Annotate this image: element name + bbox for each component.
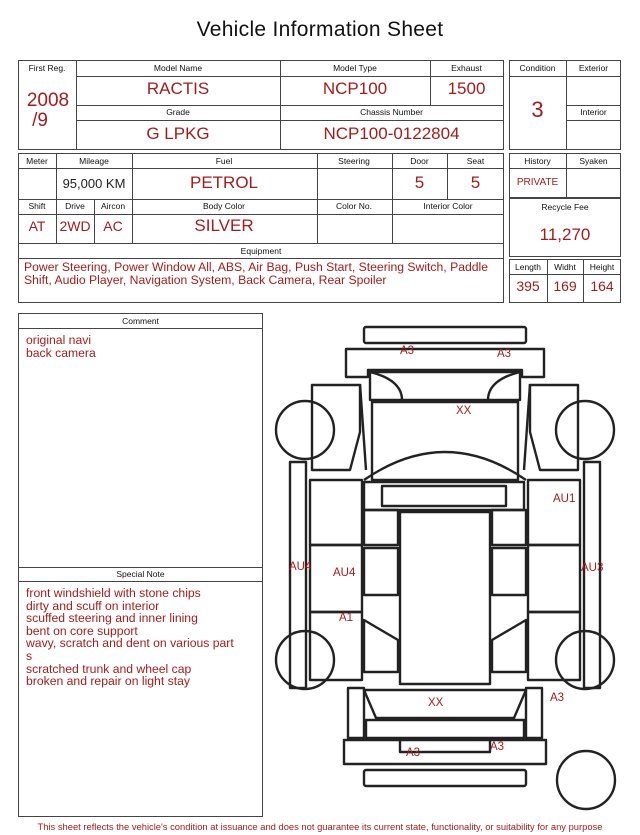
damage-code-front-bumper-left: A3 (400, 345, 415, 357)
model-name-label: Model Name (153, 63, 203, 73)
mileage-value: 95,000 KM (62, 176, 126, 191)
drive-value: 2WD (59, 218, 91, 234)
grade-value: G LPKG (146, 124, 210, 143)
exhaust-label: Exhaust (451, 63, 482, 73)
disclaimer-footer: This sheet reflects the vehicle's condition at issuance and does not guarantee its current state, functionality, or suitability for any purpose (37, 821, 603, 832)
recycle-fee-value: 11,270 (539, 225, 591, 244)
first-reg-month: /9 (32, 110, 48, 131)
special-note-label: Special Note (116, 569, 165, 579)
model-type-label: Model Type (333, 63, 377, 73)
shift-label: Shift (28, 201, 46, 211)
body-color-label: Body Color (202, 201, 246, 211)
aircon-label: Aircon (100, 201, 126, 211)
body-color-value: SILVER (194, 216, 254, 235)
history-label: History (524, 156, 551, 166)
length-label: Length (515, 262, 541, 272)
equipment-value: Power Steering, Power Window All, ABS, Air Bag, Push Start, Steering Switch, Paddle Shift, Audio Player, Navigation System, Back Camera, Rear Spoiler (24, 260, 489, 287)
chassis-number-value: NCP100-0122804 (323, 124, 460, 143)
model-name-value: RACTIS (146, 79, 210, 98)
damage-code-right-rear-quarter: A3 (550, 692, 565, 704)
car-damage-diagram (268, 318, 638, 823)
condition-label: Condition (519, 63, 556, 73)
seat-value: 5 (470, 173, 481, 192)
meter-label: Meter (26, 156, 48, 166)
fuel-value: PETROL (189, 173, 259, 192)
damage-code-rear-bumper-left: A3 (406, 747, 421, 759)
first-reg-year: 2008 (26, 90, 70, 111)
damage-code-rear-glass: XX (428, 697, 444, 709)
shift-value: AT (28, 218, 46, 234)
damage-code-left-sill: A1 (339, 612, 354, 624)
damage-code-rear-bumper-right: A3 (490, 741, 505, 753)
damage-code-windshield: XX (456, 405, 472, 417)
comment-text: original navi back camera (26, 333, 96, 360)
page-title: Vehicle Information Sheet (196, 18, 444, 41)
special-note-text: front windshield with stone chips dirty and scuff on interior scuffed steering and inner lining bent on core support wavy, scratch and dent on various part s scratched trunk and wheel cap broken and repair on light stay (26, 586, 234, 689)
width-label: Widht (554, 262, 576, 272)
color-no-label: Color No. (336, 201, 372, 211)
damage-code-front-bumper-right: A3 (497, 348, 512, 360)
equipment-label: Equipment (240, 246, 282, 256)
height-label: Height (589, 262, 615, 272)
damage-code-right-side: AU3 (581, 562, 604, 574)
comment-label: Comment (122, 316, 159, 326)
recycle-fee-label: Recycle Fee (541, 202, 589, 212)
grade-label: Grade (166, 107, 190, 117)
height-value: 164 (590, 278, 614, 294)
comment-box (18, 313, 263, 817)
aircon-value: AC (103, 218, 123, 234)
exterior-label: Exterior (578, 63, 609, 73)
model-type-value: NCP100 (322, 79, 388, 98)
mileage-label: Mileage (79, 156, 109, 166)
length-value: 395 (516, 278, 540, 294)
condition-value: 3 (531, 97, 544, 122)
history-value: PRIVATE (516, 177, 559, 188)
damage-code-left-side: AU4 (289, 561, 312, 573)
chassis-number-label: Chassis Number (360, 107, 423, 117)
door-label: Door (410, 156, 429, 166)
syaken-label: Syaken (579, 156, 608, 166)
damage-code-left-front-door: AU4 (333, 567, 356, 579)
exhaust-value: 1500 (447, 79, 486, 98)
steering-label: Steering (338, 156, 370, 166)
door-value: 5 (414, 173, 425, 192)
interior-label: Interior (580, 107, 607, 117)
damage-code-right-rear-door: AU1 (553, 493, 576, 505)
interior-color-label: Interior Color (423, 201, 473, 211)
seat-label: Seat (466, 156, 485, 166)
first-reg-label: First Reg. (28, 63, 66, 73)
width-value: 169 (553, 278, 577, 294)
drive-label: Drive (65, 201, 85, 211)
fuel-label: Fuel (215, 156, 233, 166)
